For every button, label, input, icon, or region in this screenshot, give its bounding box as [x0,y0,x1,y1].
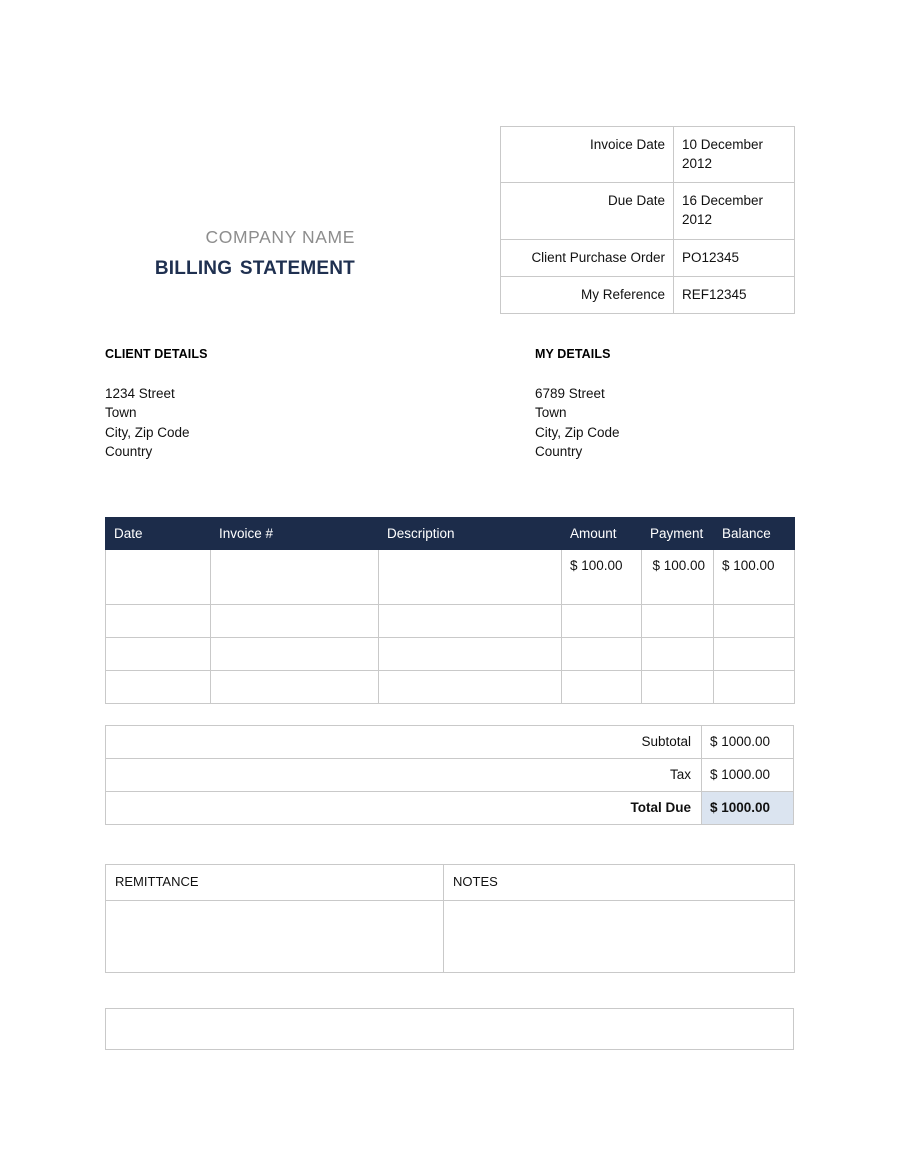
totals-row-tax [106,759,794,792]
totals-label-total-due: Total Due [106,792,702,825]
table-header-row [106,518,795,550]
client-details-line: 1234 Street [105,386,175,401]
totals-label-subtotal: Subtotal [106,726,702,759]
notes-heading: NOTES [444,865,795,901]
remittance-notes-table [105,864,795,973]
company-name: COMPANY NAME [205,227,355,247]
totals-value-total-due[interactable]: $ 1000.00 [702,792,794,825]
column-header-description: Description [379,518,562,550]
cell-description[interactable] [379,671,562,704]
cell-amount[interactable] [562,605,642,638]
my-details-line: Country [535,443,583,459]
invoice-info-table [500,126,795,314]
cell-description[interactable] [379,638,562,671]
cell-payment[interactable] [642,671,714,704]
totals-row-subtotal [106,726,794,759]
remittance-notes-body-row [106,901,795,973]
cell-balance[interactable] [714,605,795,638]
my-details-line: City, Zip Code [535,424,620,440]
cell-date[interactable] [106,605,211,638]
column-header-date: Date [106,518,211,550]
cell-description[interactable] [379,550,562,605]
info-value-due-date: 16 December 2012 [674,183,795,239]
table-row[interactable] [106,550,795,605]
column-header-amount: Amount [562,518,642,550]
totals-row-total-due [106,792,794,825]
totals-value-subtotal[interactable]: $ 1000.00 [702,726,794,759]
remittance-body[interactable] [106,901,444,973]
cell-balance[interactable] [714,671,795,704]
cell-date[interactable] [106,550,211,605]
table-row[interactable] [106,605,795,638]
info-label-client-purchase-order: Client Purchase Order [501,239,674,276]
line-items-table [105,517,795,704]
cell-payment[interactable] [642,638,714,671]
client-details-block [105,347,425,461]
totals-label-tax: Tax [106,759,702,792]
remittance-notes-header-row [106,865,795,901]
cell-payment[interactable] [642,605,714,638]
footer-note-box[interactable] [105,1008,794,1050]
info-row-invoice-date [501,127,795,183]
cell-payment[interactable]: $ 100.00 [642,550,714,605]
cell-balance[interactable] [714,638,795,671]
my-details-heading: MY DETAILS [535,347,611,361]
cell-date[interactable] [106,638,211,671]
info-value-client-purchase-order: PO12345 [674,239,795,276]
cell-amount[interactable] [562,638,642,671]
my-details-block [535,347,855,461]
column-header-payment: Payment [642,518,714,550]
info-value-invoice-date: 10 December 2012 [674,127,795,183]
cell-invoice-number[interactable] [211,671,379,704]
info-row-my-reference [501,276,795,313]
info-row-client-purchase-order [501,239,795,276]
info-value-my-reference: REF12345 [674,276,795,313]
brand-header [105,228,355,280]
cell-balance[interactable]: $ 100.00 [714,550,795,605]
info-row-due-date [501,183,795,239]
info-label-due-date: Due Date [501,183,674,239]
table-row[interactable] [106,671,795,704]
column-header-invoice-number: Invoice # [211,518,379,550]
cell-invoice-number[interactable] [211,605,379,638]
my-details-line: 6789 Street [535,386,605,401]
remittance-heading: REMITTANCE [106,865,444,901]
cell-amount[interactable] [562,671,642,704]
info-label-invoice-date: Invoice Date [501,127,674,183]
client-details-line: Country [105,443,153,459]
page-title: billing statement [154,250,355,281]
cell-description[interactable] [379,605,562,638]
column-header-balance: Balance [714,518,795,550]
my-details-line: Town [535,405,567,421]
notes-body[interactable] [444,901,795,973]
cell-date[interactable] [106,671,211,704]
cell-invoice-number[interactable] [211,550,379,605]
client-details-heading: CLIENT DETAILS [105,347,208,361]
table-row[interactable] [106,638,795,671]
info-label-my-reference: My Reference [501,276,674,313]
cell-amount[interactable]: $ 100.00 [562,550,642,605]
cell-invoice-number[interactable] [211,638,379,671]
client-details-line: Town [105,405,137,421]
client-details-line: City, Zip Code [105,424,190,440]
totals-table [105,725,794,825]
totals-value-tax[interactable]: $ 1000.00 [702,759,794,792]
